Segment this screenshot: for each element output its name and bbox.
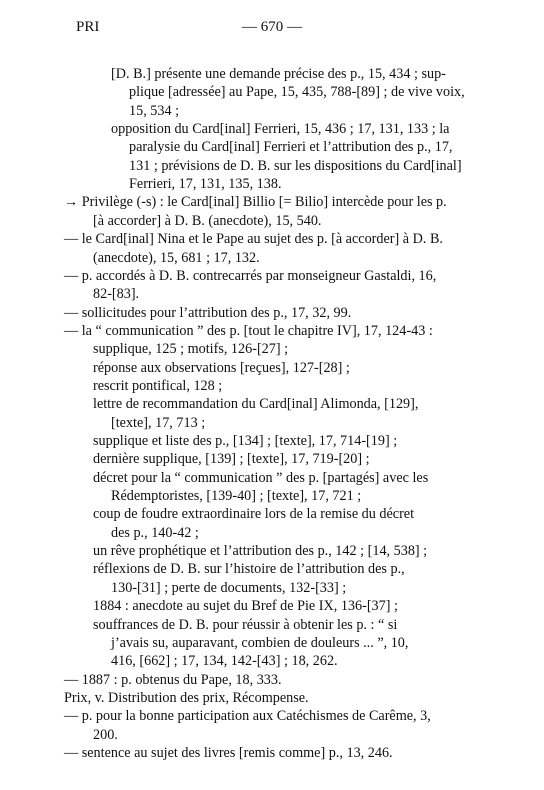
index-line: opposition du Card[inal] Ferrieri, 15, 436 ; 17, 131, 133 ; la [111,121,450,138]
index-line: — la “ communication ” des p. [tout le chapitre IV], 17, 124-43 : [64,322,433,339]
index-line: Ferrieri, 17, 131, 135, 138. [129,176,282,193]
index-line: — p. accordés à D. B. contrecarrés par monseigneur Gastaldi, 16, [64,267,437,284]
index-line: 1884 : anecdote au sujet du Bref de Pie IX, 136-[37] ; [93,598,398,615]
index-line: supplique, 125 ; motifs, 126-[27] ; [93,341,289,358]
index-line: réponse aux observations [reçues], 127-[28] ; [93,359,350,376]
index-line: décret pour la “ communication ” des p. [partagés] avec les [93,469,429,486]
index-line: plique [adressée] au Pape, 15, 435, 788-[89] ; de vive voix, [129,84,465,101]
index-line: 131 ; prévisions de D. B. sur les dispositions du Card[inal] [129,157,462,174]
index-line: 82-[83]. [93,286,140,303]
index-line: coup de foudre extraordinaire lors de la remise du décret [93,506,415,523]
index-line: rescrit pontifical, 128 ; [93,377,223,394]
index-line: 130-[31] ; perte de documents, 132-[33] ; [111,579,347,596]
index-line: un rêve prophétique et l’attribution des p., 142 ; [14, 538] ; [93,543,428,560]
index-line: → Privilège (-s) : le Card[inal] Billio [= Bilio] intercède pour les p. [64,194,447,211]
index-line: — p. pour la bonne participation aux Catéchismes de Carême, 3, [64,708,431,725]
index-line: (anecdote), 15, 681 ; 17, 132. [93,249,260,266]
index-line: [à accorder] à D. B. (anecdote), 15, 540. [93,212,322,229]
index-line: lettre de recommandation du Card[inal] Alimonda, [129], [93,396,419,413]
index-line: paralysie du Card[inal] Ferrieri et l’attribution des p., 17, [129,139,453,156]
index-line: 416, [662] ; 17, 134, 142-[43] ; 18, 262. [111,653,338,670]
index-line: des p., 140-42 ; [111,524,199,541]
index-line: supplique et liste des p., [134] ; [texte], 17, 714-[19] ; [93,433,398,449]
running-head: PRI [76,19,100,35]
index-line: [texte], 17, 713 ; [111,414,206,431]
index-line: — sentence au sujet des livres [remis comme] p., 13, 246. [64,744,393,761]
index-line: dernière supplique, [139] ; [texte], 17, 719-[20] ; [93,451,370,468]
index-line: — sollicitudes pour l’attribution des p., 17, 32, 99. [64,304,352,321]
index-line: Rédemptoristes, [139-40] ; [texte], 17, 721 ; [111,488,362,505]
index-line: — le Card[inal] Nina et le Pape au sujet des p. [à accorder] à D. B. [64,231,443,248]
index-line: souffrances de D. B. pour réussir à obtenir les p. : “ si [93,616,398,633]
index-line: — 1887 : p. obtenus du Pape, 18, 333. [64,671,282,688]
index-line: j’avais su, auparavant, combien de douleurs ... ”, 10, [111,634,409,651]
index-line: 200. [93,726,118,743]
index-line: 15, 534 ; [129,102,180,119]
index-line: réflexions de D. B. sur l’histoire de l’attribution des p., [93,561,405,578]
index-line: [D. B.] présente une demande précise des p., 15, 434 ; sup- [111,66,446,82]
page-number: — 670 — [242,19,302,35]
index-line: Prix, v. Distribution des prix, Récompense. [64,689,309,706]
